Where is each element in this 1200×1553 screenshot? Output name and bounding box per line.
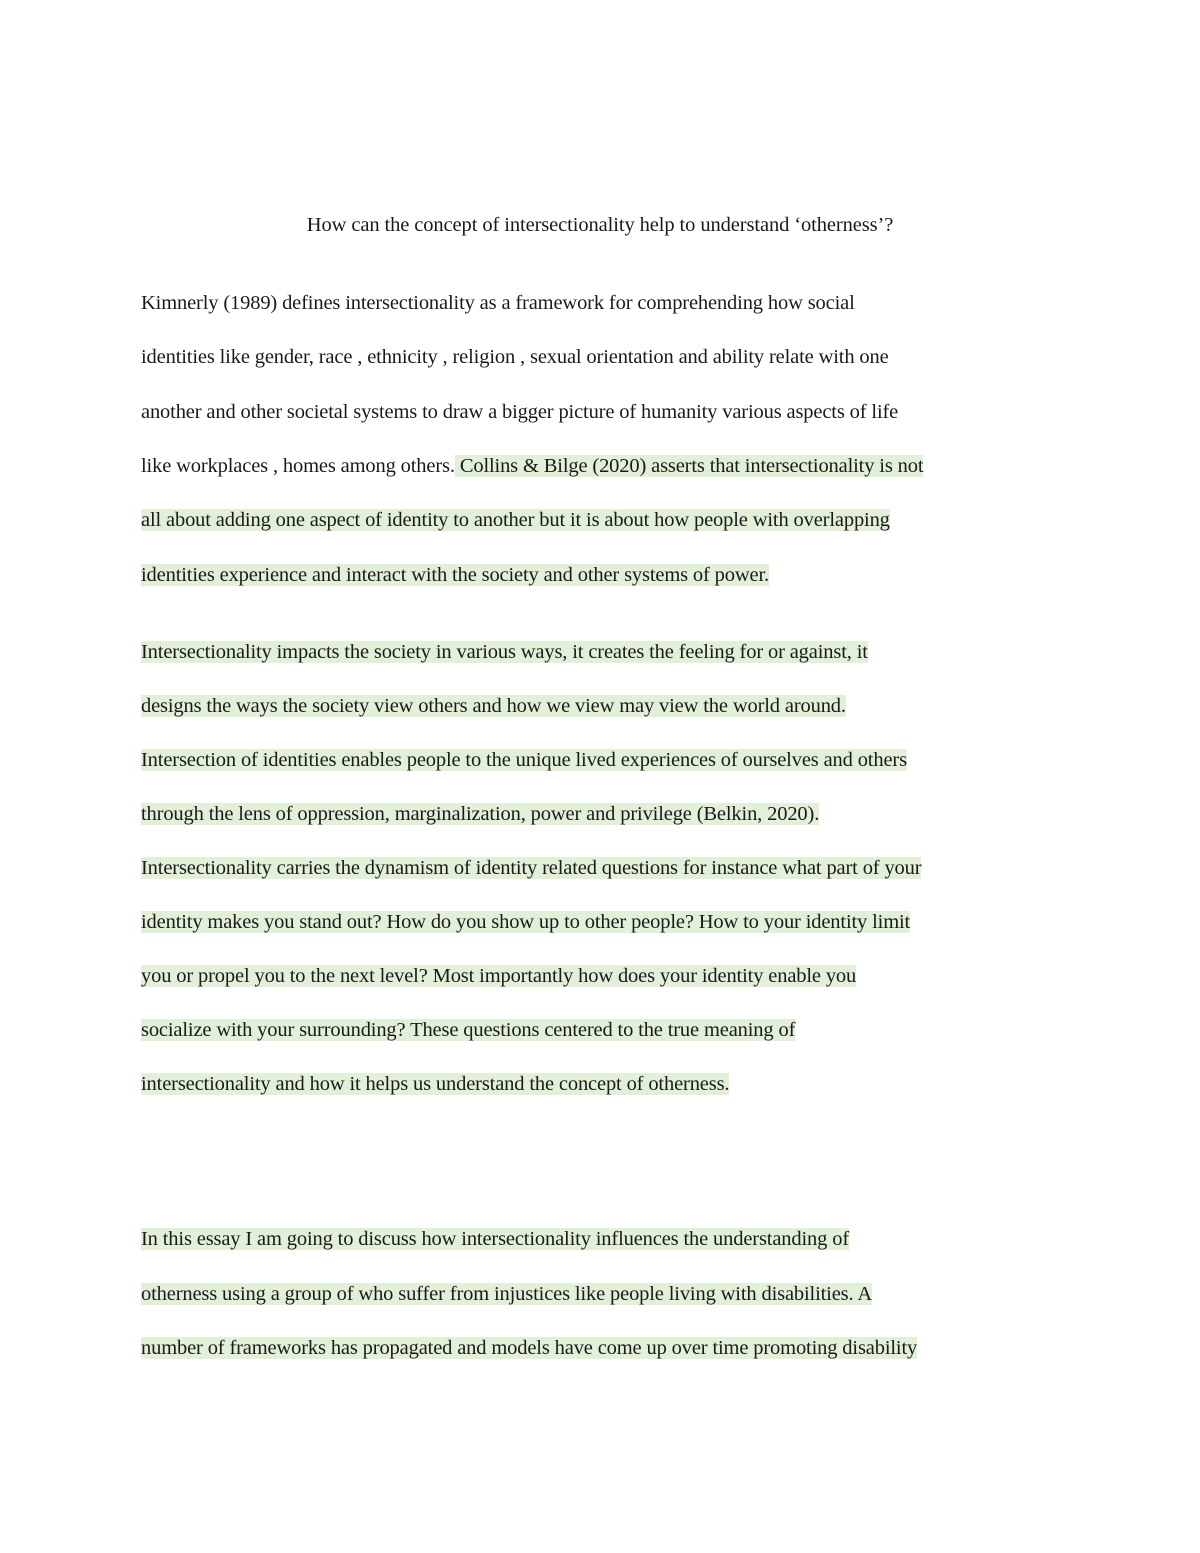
essay-title: How can the concept of intersectionality help to understand ‘otherness’? — [306, 214, 894, 236]
paragraph-2-line-2 — [141, 691, 846, 721]
highlighted-text-run: otherness using a group of who suffer from injustices like people living with disabilities. A — [141, 1283, 872, 1305]
paragraph-1-line-1 — [141, 288, 855, 318]
highlighted-text-run: through the lens of oppression, marginalization, power and privilege (Belkin, 2020). — [141, 803, 820, 825]
highlighted-text-run: Intersectionality carries the dynamism of identity related questions for instance what part of your — [141, 857, 922, 879]
paragraph-2-line-6 — [141, 907, 910, 937]
paragraph-2-line-8 — [141, 1015, 795, 1045]
paragraph-3-line-2 — [141, 1279, 872, 1309]
paragraph-2-line-5 — [141, 853, 921, 883]
paragraph-2-line-7 — [141, 961, 856, 991]
paragraph-3-line-3 — [141, 1333, 917, 1363]
text-run: another and other societal systems to draw a bigger picture of humanity various aspects of life — [141, 401, 899, 423]
paragraph-1-line-4 — [141, 451, 923, 481]
highlighted-text-run: intersectionality and how it helps us understand the concept of otherness. — [141, 1073, 730, 1095]
paragraph-3-line-1 — [141, 1224, 849, 1254]
highlighted-text-run: Collins & Bilge (2020) asserts that intersectionality is not — [454, 455, 924, 477]
highlighted-text-run: number of frameworks has propagated and models have come up over time promoting disability — [141, 1337, 918, 1359]
highlighted-text-run: designs the ways the society view others and how we view may view the world around. — [141, 695, 846, 717]
paragraph-1-line-3 — [141, 397, 898, 427]
highlighted-text-run: Intersectionality impacts the society in various ways, it creates the feeling for or against, it — [141, 641, 868, 663]
highlighted-text-run: Intersection of identities enables people to the unique lived experiences of ourselves and others — [141, 749, 907, 771]
paragraph-2-line-3 — [141, 745, 907, 775]
highlighted-text-run: all about adding one aspect of identity to another but it is about how people with overlapping — [141, 509, 890, 531]
highlighted-text-run: In this essay I am going to discuss how intersectionality influences the understanding of — [141, 1228, 849, 1250]
highlighted-text-run: socialize with your surrounding? These questions centered to the true meaning of — [141, 1019, 796, 1041]
highlighted-text-run: identity makes you stand out? How do you show up to other people? How to your identity limit — [141, 911, 911, 933]
paragraph-1-line-5 — [141, 505, 890, 535]
text-run: like workplaces , homes among others. — [141, 455, 455, 477]
paragraph-2-line-1 — [141, 637, 868, 667]
paragraph-2-line-9 — [141, 1069, 729, 1099]
highlighted-text-run: you or propel you to the next level? Most importantly how does your identity enable you — [141, 965, 857, 987]
paragraph-1-line-2 — [141, 342, 889, 372]
text-run: identities like gender, race , ethnicity , religion , sexual orientation and ability relate with one — [141, 346, 889, 368]
highlighted-text-run: identities experience and interact with the society and other systems of power. — [141, 564, 770, 586]
text-run: Kimnerly (1989) defines intersectionality as a framework for comprehending how social — [141, 292, 855, 314]
paragraph-1-line-6 — [141, 560, 769, 590]
paragraph-2-line-4 — [141, 799, 819, 829]
